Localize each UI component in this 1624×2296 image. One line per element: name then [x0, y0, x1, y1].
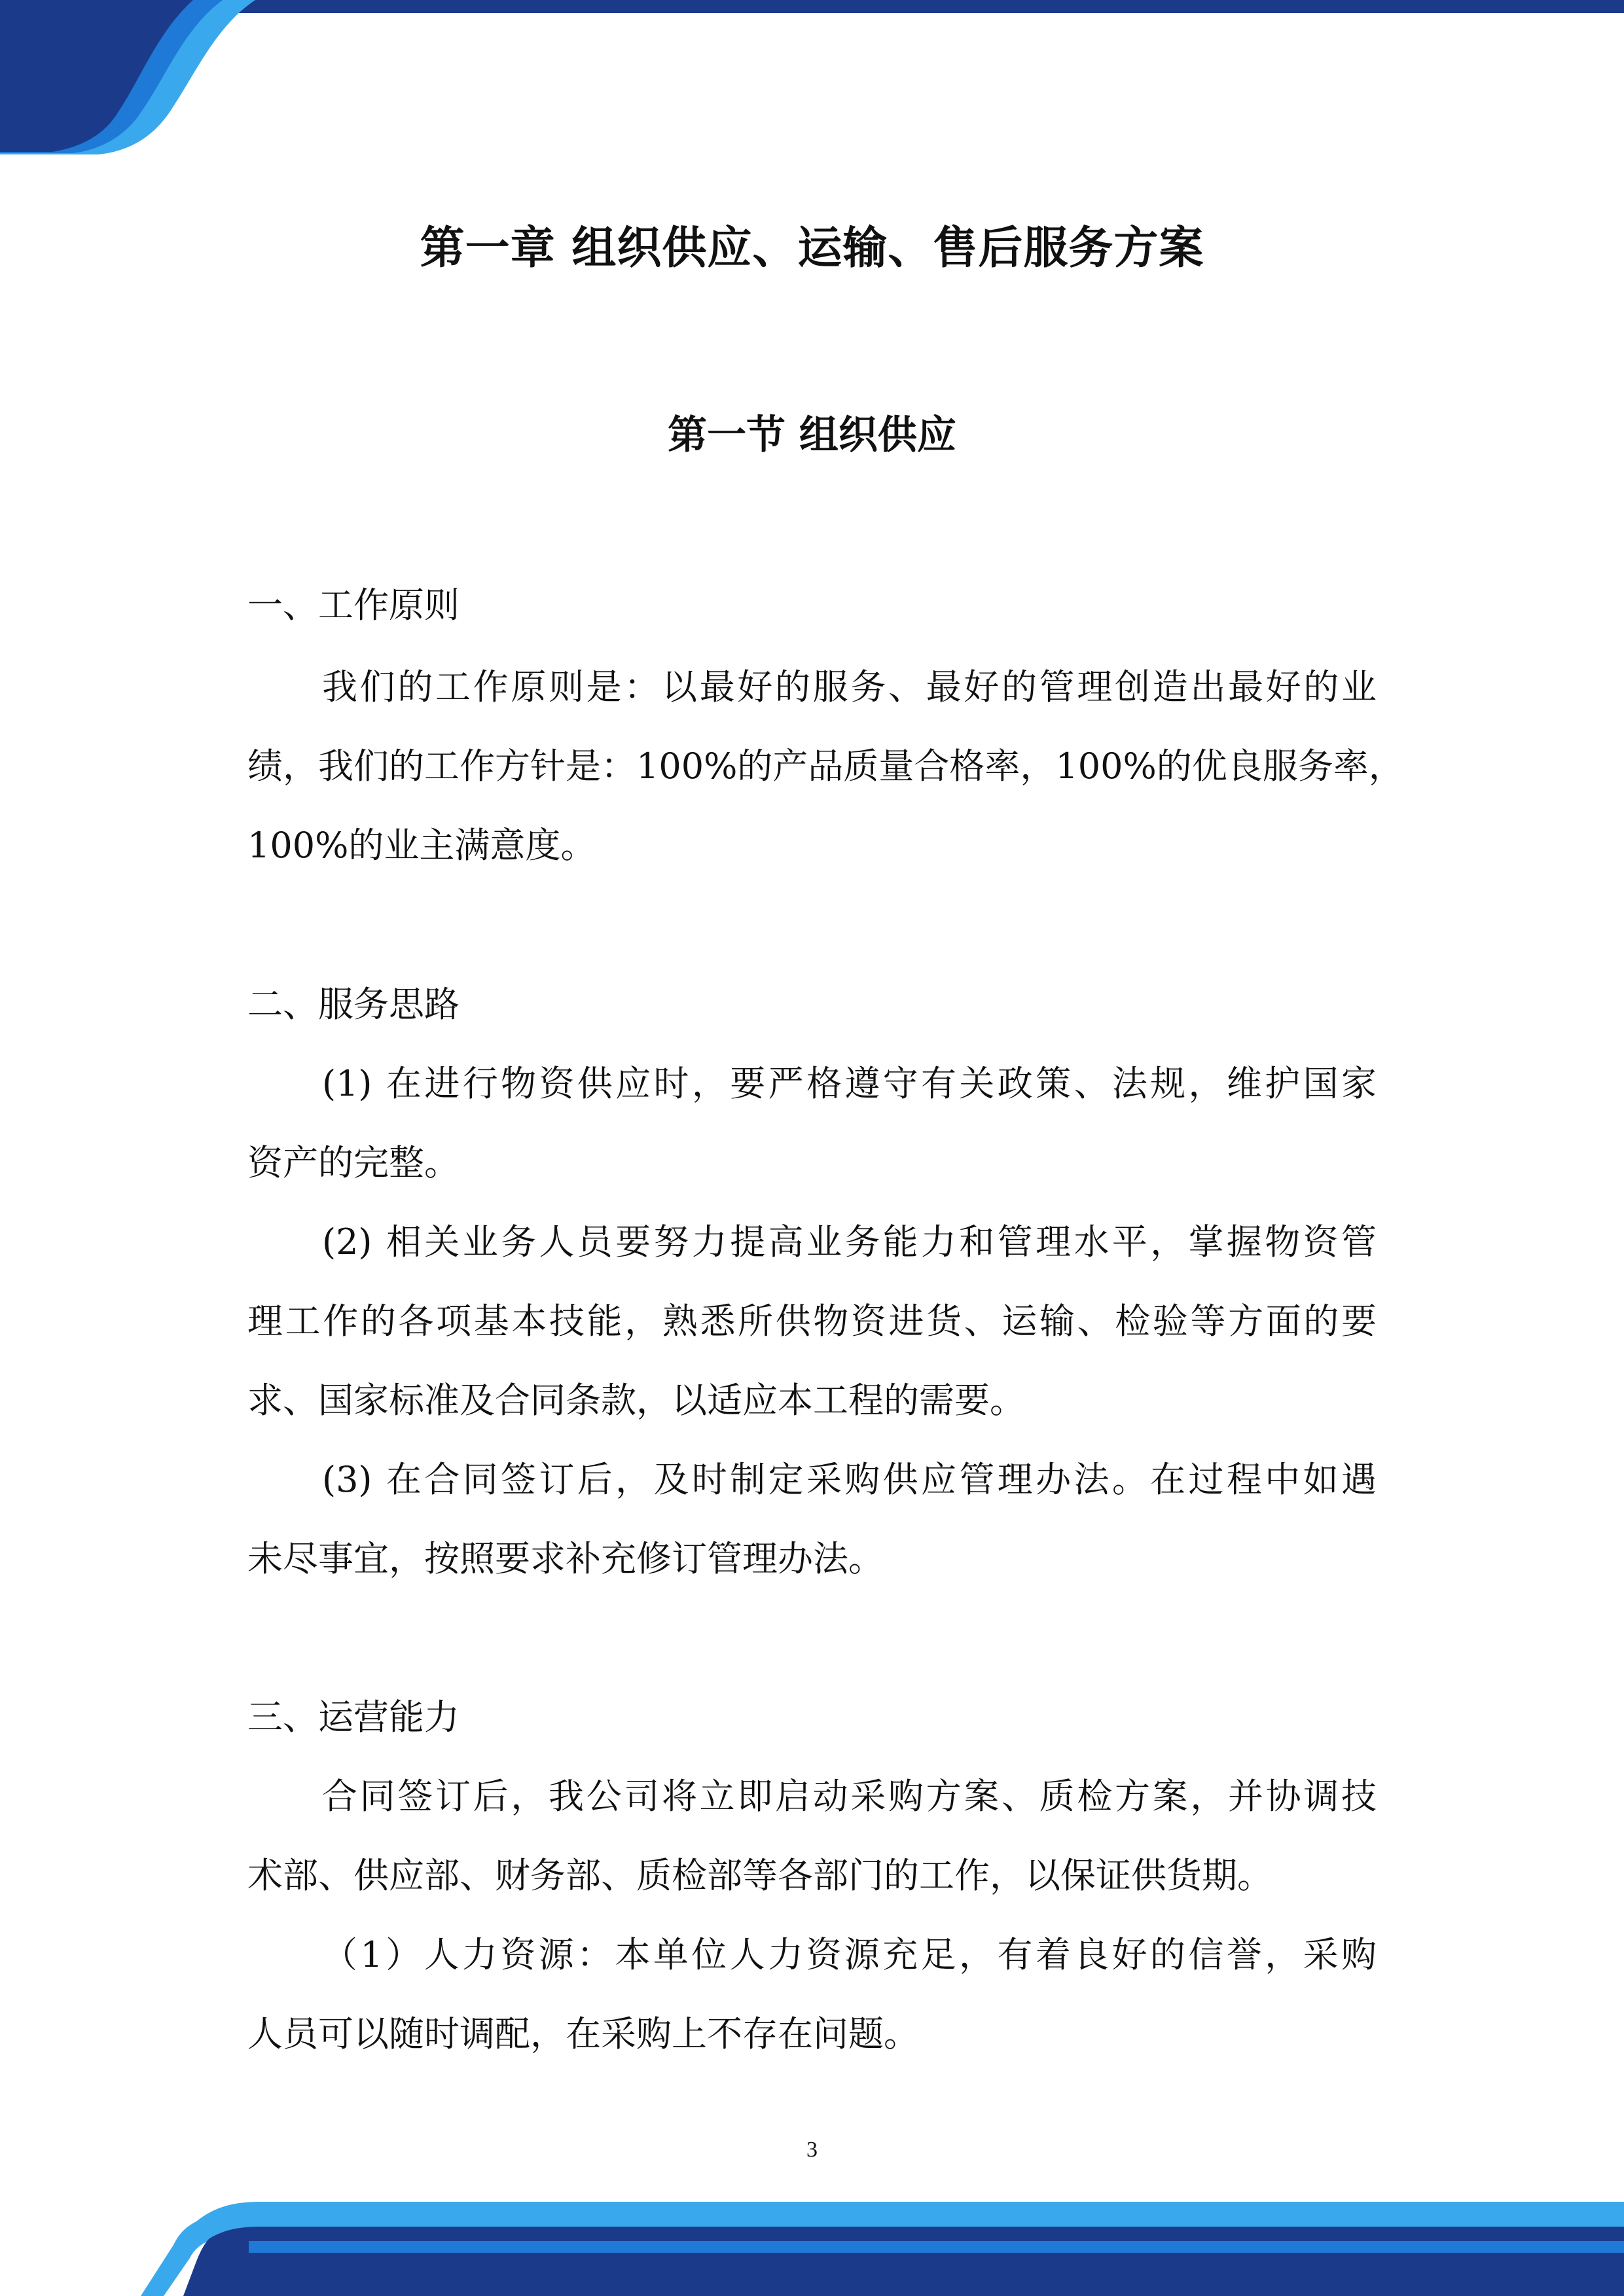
footer-dark-wave: [183, 2227, 1624, 2296]
paragraph-line: (1) 在进行物资供应时，要严格遵守有关政策、法规，维护国家: [322, 1063, 1377, 1104]
paragraph-line: 术部、供应部、财务部、质检部等各部门的工作，以保证供货期。: [247, 1855, 1272, 1896]
paragraph-line: 绩，我们的工作方针是：100%的产品质量合格率，100%的优良服务率，: [247, 745, 1404, 787]
paragraph-line: 合同签订后，我公司将立即启动采购方案、质检方案，并协调技: [322, 1776, 1377, 1817]
chapter-title: 第一章 组织供应、运输、售后服务方案: [420, 223, 1204, 274]
footer-mid-stripe: [249, 2241, 1624, 2253]
paragraph-line: 资产的完整。: [247, 1142, 460, 1183]
paragraph-line: 我们的工作原则是：以最好的服务、最好的管理创造出最好的业: [322, 666, 1377, 708]
page-number: 3: [806, 2138, 818, 2162]
paragraph-line: 100%的业主满意度。: [247, 825, 596, 866]
paragraph-line: （1）人力资源：本单位人力资源充足，有着良好的信誉，采购: [322, 1934, 1377, 1975]
footer-wave-decoration: [0, 2199, 1624, 2296]
paragraph-line: 未尽事宜，按照要求补充修订管理办法。: [247, 1538, 884, 1579]
paragraph-line: (3) 在合同签订后，及时制定采购供应管理办法。在过程中如遇: [322, 1459, 1377, 1500]
paragraph-line: 人员可以随时调配，在采购上不存在问题。: [247, 2013, 919, 2054]
heading-service-approach: 二、服务思路: [247, 984, 460, 1025]
header-wave-decoration: [0, 0, 1624, 157]
paragraph-line: (2) 相关业务人员要努力提高业务能力和管理水平，掌握物资管: [322, 1221, 1377, 1263]
heading-work-principles: 一、工作原则: [247, 584, 460, 626]
paragraph-line: 求、国家标准及合同条款，以适应本工程的需要。: [247, 1380, 1025, 1421]
paragraph-line: 理工作的各项基本技能，熟悉所供物资进货、运输、检验等方面的要: [247, 1300, 1377, 1342]
section-title: 第一节 组织供应: [668, 412, 956, 458]
heading-operational-capacity: 三、运营能力: [247, 1696, 460, 1738]
